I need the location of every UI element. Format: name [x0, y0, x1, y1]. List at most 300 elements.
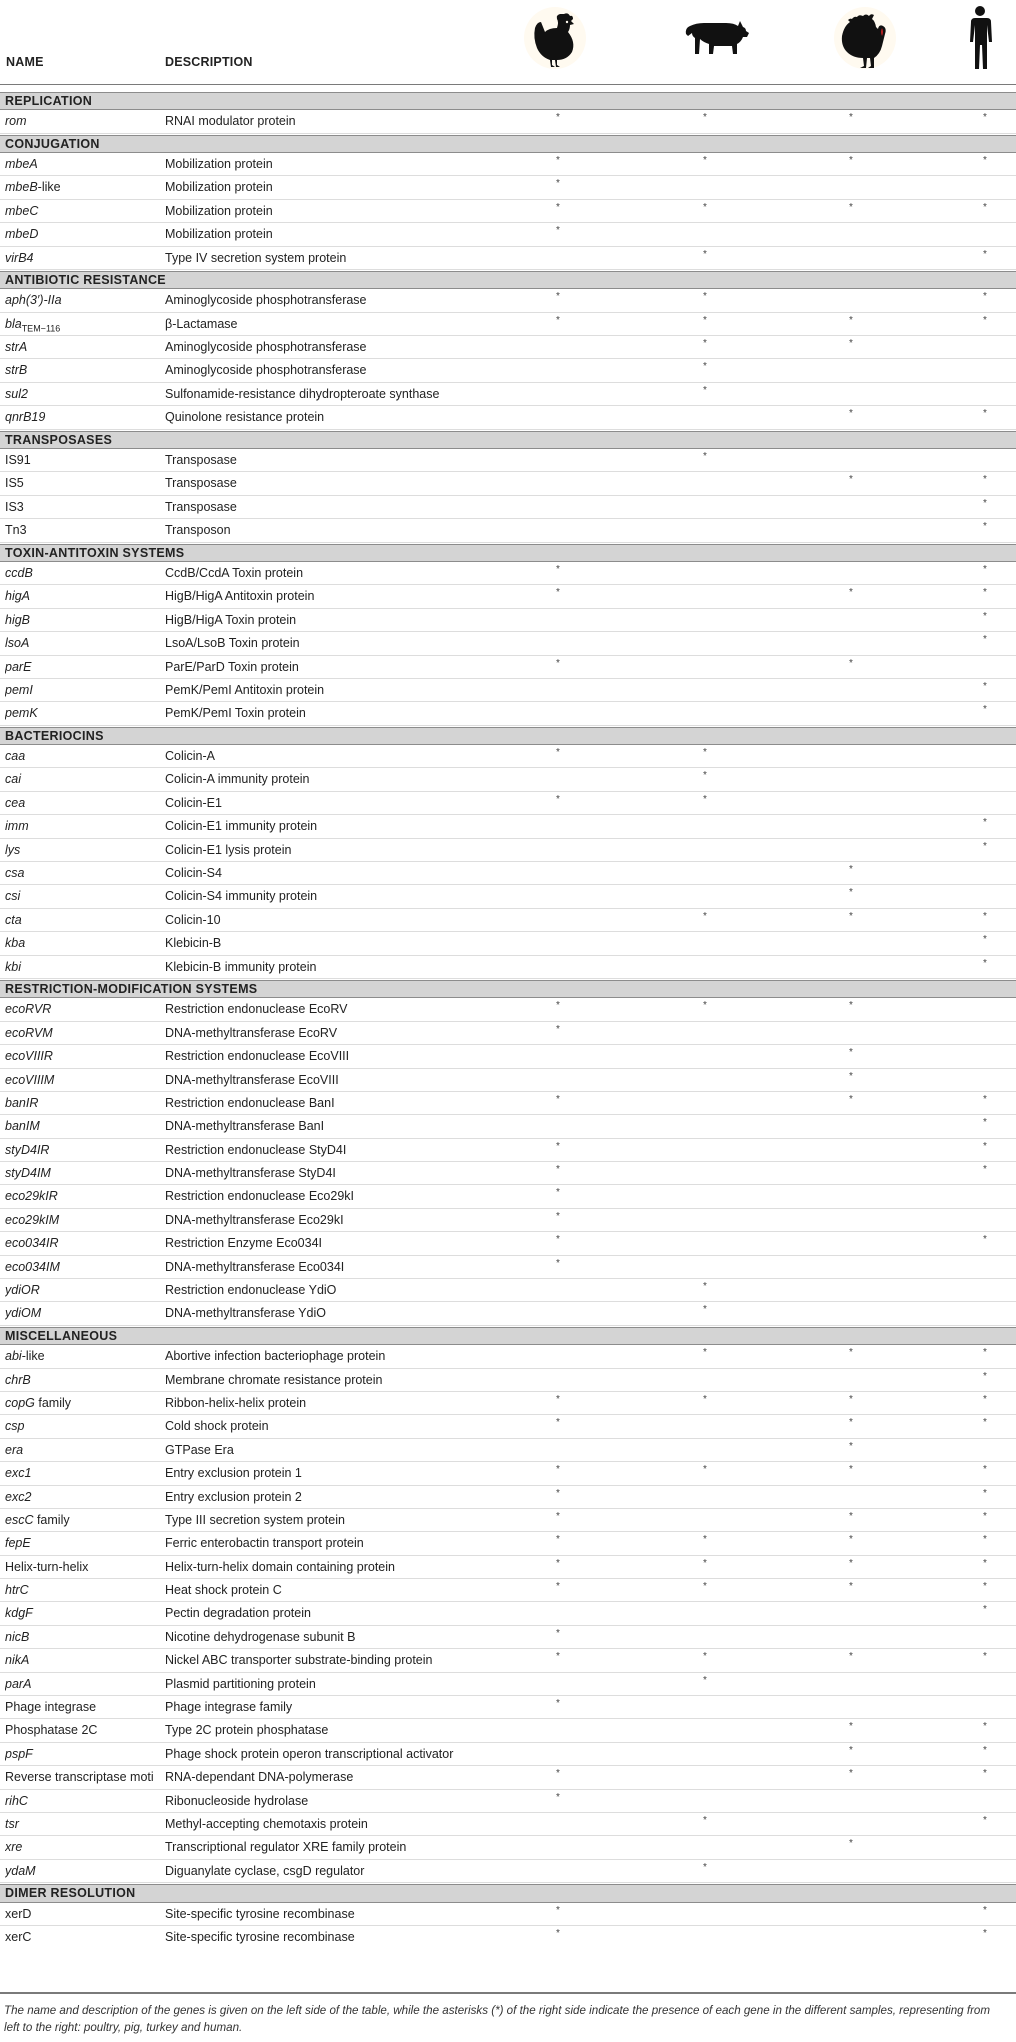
gene-symbol: kdgF [5, 1606, 33, 1621]
human-presence-marker: * [983, 112, 987, 124]
table-row [0, 1743, 1016, 1766]
gene-name [5, 1049, 160, 1063]
human-presence-marker: * [983, 704, 987, 716]
pig-presence-marker: * [703, 747, 707, 759]
human-presence-marker: * [983, 680, 987, 692]
section-title: CONJUGATION [5, 136, 100, 151]
gene-suffix: family [34, 1395, 72, 1410]
gene-description: Pectin degradation protein [165, 1606, 311, 1621]
chicken-icon [520, 4, 590, 72]
gene-description: Restriction Enzyme Eco034I [165, 1236, 323, 1251]
gene-description: CcdB/CcdA Toxin protein [165, 565, 304, 580]
gene-name [5, 1443, 160, 1457]
gene-symbol: nicB [5, 1629, 30, 1644]
table-row [0, 289, 1016, 312]
gene-name [5, 410, 160, 424]
human-presence-marker: * [983, 1164, 987, 1176]
gene-symbol: parE [5, 659, 32, 674]
gene-name [5, 227, 160, 241]
gene-name [5, 843, 160, 857]
gene-symbol: exc1 [5, 1466, 32, 1481]
human-presence-marker: * [983, 497, 987, 509]
gene-name [5, 1513, 160, 1527]
gene-name [5, 1747, 160, 1761]
table-row [0, 1903, 1016, 1926]
gene-name [5, 819, 160, 833]
section-title: RESTRICTION-MODIFICATION SYSTEMS [5, 982, 258, 997]
poultry-presence-marker: * [556, 1023, 560, 1035]
table-row [0, 496, 1016, 519]
gene-description: Transposon [165, 523, 231, 538]
gene-symbol: higB [5, 612, 31, 627]
poultry-presence-marker: * [556, 1651, 560, 1663]
table-row [0, 1162, 1016, 1185]
gene-symbol: bla [5, 316, 22, 331]
human-presence-marker: * [983, 1721, 987, 1733]
section-header [0, 431, 1016, 449]
pig-presence-marker: * [703, 384, 707, 396]
gene-description: Colicin-10 [165, 912, 221, 927]
gene-symbol: fepE [5, 1536, 31, 1551]
pig-presence-marker: * [703, 1281, 707, 1293]
human-presence-marker: * [983, 1744, 987, 1756]
table-row [0, 956, 1016, 979]
human-presence-marker: * [983, 1927, 987, 1939]
table-row [0, 1139, 1016, 1162]
gene-description: Membrane chromate resistance protein [165, 1372, 383, 1387]
gene-name [5, 1419, 160, 1433]
turkey-presence-marker: * [849, 201, 853, 213]
gene-symbol: ecoRVM [5, 1025, 53, 1040]
gene-description: Aminoglycoside phosphotransferase [165, 340, 367, 355]
gene-description: HigB/HigA Antitoxin protein [165, 589, 315, 604]
gene-name [5, 1143, 160, 1157]
table-row [0, 1486, 1016, 1509]
turkey-presence-marker: * [849, 1534, 853, 1546]
gene-symbol: banIM [5, 1119, 40, 1134]
description-column-header: DESCRIPTION [165, 55, 253, 69]
gene-description: Site-specific tyrosine recombinase [165, 1906, 355, 1921]
gene-name [5, 772, 160, 786]
gene-symbol: cta [5, 912, 22, 927]
gene-symbol: mbeA [5, 156, 38, 171]
turkey-presence-marker: * [849, 1768, 853, 1780]
turkey-presence-marker: * [849, 1440, 853, 1452]
turkey-presence-marker: * [849, 1464, 853, 1476]
gene-symbol: cai [5, 772, 21, 787]
pig-presence-marker: * [703, 1347, 707, 1359]
gene-name [5, 251, 160, 265]
gene-description: Mobilization protein [165, 227, 273, 242]
human-presence-marker: * [983, 1651, 987, 1663]
gene-symbol: ecoVIIIR [5, 1049, 53, 1064]
gene-symbol: ecoVIIIM [5, 1072, 55, 1087]
gene-description: Restriction endonuclease Eco29kI [165, 1189, 355, 1204]
turkey-presence-marker: * [849, 1838, 853, 1850]
gene-description: Transposase [165, 499, 237, 514]
gene-description: Cold shock protein [165, 1419, 269, 1434]
gene-symbol: strA [5, 340, 28, 355]
gene-name [5, 1189, 160, 1203]
table-row [0, 862, 1016, 885]
human-presence-marker: * [983, 474, 987, 486]
poultry-presence-marker: * [556, 1140, 560, 1152]
gene-description: Type IV secretion system protein [165, 250, 347, 265]
section-header [0, 980, 1016, 998]
poultry-presence-marker: * [556, 1627, 560, 1639]
gene-description: Ferric enterobactin transport protein [165, 1536, 364, 1551]
gene-description: Type III secretion system protein [165, 1512, 345, 1527]
gene-name [5, 1907, 160, 1921]
human-presence-marker: * [983, 1370, 987, 1382]
human-presence-marker: * [983, 314, 987, 326]
pig-presence-marker: * [703, 1814, 707, 1826]
pig-presence-marker: * [703, 1557, 707, 1569]
pig-presence-marker: * [703, 338, 707, 350]
gene-name [5, 1236, 160, 1250]
pig-presence-marker: * [703, 1581, 707, 1593]
gene-name [5, 340, 160, 354]
poultry-presence-marker: * [556, 225, 560, 237]
table-row [0, 449, 1016, 472]
gene-description: Entry exclusion protein 2 [165, 1489, 302, 1504]
pig-presence-marker: * [703, 1304, 707, 1316]
poultry-presence-marker: * [556, 314, 560, 326]
table-row [0, 745, 1016, 768]
gene-suffix: family [33, 1512, 70, 1527]
gene-symbol: xerC [5, 1929, 32, 1944]
gene-name [5, 1002, 160, 1016]
poultry-presence-marker: * [556, 1557, 560, 1569]
pig-presence-marker: * [703, 248, 707, 260]
gene-subscript: TEM−116 [21, 323, 61, 334]
gene-description: Transposase [165, 453, 237, 467]
table-row [0, 1836, 1016, 1859]
gene-description: Site-specific tyrosine recombinase [165, 1929, 355, 1944]
poultry-presence-marker: * [556, 1000, 560, 1012]
gene-symbol: xre [5, 1840, 23, 1855]
gene-description: Quinolone resistance protein [165, 410, 325, 425]
gene-name [5, 1840, 160, 1854]
table-row [0, 1673, 1016, 1696]
table-row [0, 1860, 1016, 1883]
table-row [0, 247, 1016, 270]
human-presence-marker: * [983, 408, 987, 420]
gene-name [5, 1817, 160, 1831]
table-row [0, 1092, 1016, 1115]
section-header [0, 135, 1016, 153]
table-row [0, 1813, 1016, 1836]
turkey-presence-marker: * [849, 587, 853, 599]
header-rule [0, 84, 1016, 85]
turkey-presence-marker: * [849, 1651, 853, 1663]
table-row [0, 313, 1016, 336]
table-row [0, 1439, 1016, 1462]
table-row [0, 1279, 1016, 1302]
gene-symbol: ydiOM [5, 1306, 42, 1321]
gene-description: Nicotine dehydrogenase subunit B [165, 1629, 356, 1644]
table-row [0, 1415, 1016, 1438]
pig-presence-marker: * [703, 1000, 707, 1012]
poultry-presence-marker: * [556, 1393, 560, 1405]
gene-description: Plasmid partitioning protein [165, 1676, 316, 1691]
gene-description: LsoA/LsoB Toxin protein [165, 636, 300, 651]
turkey-presence-marker: * [849, 474, 853, 486]
pig-presence-marker: * [703, 910, 707, 922]
gene-symbol: Helix-turn-helix [5, 1559, 89, 1574]
human-presence-marker: * [983, 291, 987, 303]
turkey-presence-marker: * [849, 1721, 853, 1733]
table-row [0, 359, 1016, 382]
gene-name [5, 749, 160, 763]
gene-description: Klebicin-B [165, 936, 222, 951]
poultry-presence-marker: * [556, 1768, 560, 1780]
gene-symbol: ecoRVR [5, 1002, 52, 1017]
human-presence-marker: * [983, 957, 987, 969]
gene-symbol: htrC [5, 1583, 29, 1598]
section-header [0, 271, 1016, 289]
gene-name [5, 1490, 160, 1504]
poultry-presence-marker: * [556, 563, 560, 575]
table-row [0, 998, 1016, 1021]
pig-presence-marker: * [703, 1464, 707, 1476]
turkey-presence-marker: * [849, 1070, 853, 1082]
gene-name [5, 1096, 160, 1110]
gene-symbol: escC [5, 1512, 34, 1527]
gene-symbol: copG [5, 1395, 35, 1410]
poultry-presence-marker: * [556, 291, 560, 303]
gene-name [5, 1026, 160, 1040]
gene-symbol: imm [5, 819, 29, 834]
human-presence-marker: * [983, 1347, 987, 1359]
gene-symbol: tsr [5, 1816, 19, 1831]
gene-description: Phage integrase family [165, 1700, 293, 1715]
poultry-presence-marker: * [556, 1698, 560, 1710]
turkey-presence-marker: * [849, 1093, 853, 1105]
gene-name [5, 1770, 160, 1784]
gene-description: Mobilization protein [165, 180, 273, 195]
turkey-icon [830, 4, 900, 72]
gene-symbol: IS91 [5, 453, 31, 467]
pig-presence-marker: * [703, 1393, 707, 1405]
gene-name [5, 476, 160, 490]
gene-description: DNA-methyltransferase YdiO [165, 1306, 326, 1321]
turkey-presence-marker: * [849, 1347, 853, 1359]
table-row [0, 585, 1016, 608]
poultry-presence-marker: * [556, 1581, 560, 1593]
gene-symbol: strB [5, 363, 28, 378]
section-title: TRANSPOSASES [5, 432, 113, 447]
gene-name [5, 317, 160, 334]
footer-rule [0, 1992, 1016, 1994]
gene-symbol: eco29kIR [5, 1189, 58, 1204]
gene-symbol: csi [5, 889, 21, 904]
human-presence-marker: * [983, 248, 987, 260]
gene-name [5, 1213, 160, 1227]
table-row [0, 909, 1016, 932]
gene-symbol: pspF [5, 1746, 33, 1761]
gene-symbol: pemI [5, 682, 33, 697]
gene-description: DNA-methyltransferase Eco034I [165, 1259, 345, 1274]
table-row [0, 110, 1016, 133]
gene-symbol: nikA [5, 1653, 30, 1668]
turkey-presence-marker: * [849, 154, 853, 166]
table-row [0, 1532, 1016, 1555]
poultry-presence-marker: * [556, 1234, 560, 1246]
table-row [0, 1462, 1016, 1485]
name-column-header: NAME [6, 55, 44, 69]
gene-description: Abortive infection bacteriophage protein [165, 1349, 386, 1364]
table-row [0, 1345, 1016, 1368]
human-presence-marker: * [983, 610, 987, 622]
turkey-presence-marker: * [849, 657, 853, 669]
gene-description: Entry exclusion protein 1 [165, 1466, 302, 1481]
table-row [0, 885, 1016, 908]
human-icon [960, 4, 1000, 72]
turkey-presence-marker: * [849, 1393, 853, 1405]
gene-name [5, 1396, 160, 1410]
gene-description: Klebicin-B immunity protein [165, 959, 317, 974]
section-header [0, 544, 1016, 562]
human-presence-marker: * [983, 817, 987, 829]
gene-name [5, 889, 160, 903]
gene-symbol: kba [5, 936, 26, 951]
gene-name [5, 589, 160, 603]
gene-symbol: parA [5, 1676, 32, 1691]
gene-description: Colicin-S4 [165, 866, 222, 880]
gene-symbol: Phage integrase [5, 1700, 97, 1715]
table-row [0, 1790, 1016, 1813]
gene-symbol: caa [5, 749, 26, 764]
pig-presence-marker: * [703, 451, 707, 462]
gene-name [5, 636, 160, 650]
poultry-presence-marker: * [556, 1093, 560, 1105]
poultry-presence-marker: * [556, 1487, 560, 1499]
gene-name [5, 1373, 160, 1387]
pig-presence-marker: * [703, 1534, 707, 1546]
table-row [0, 1302, 1016, 1325]
poultry-presence-marker: * [556, 1210, 560, 1222]
section-title: BACTERIOCINS [5, 728, 104, 743]
gene-name [5, 613, 160, 627]
table-row [0, 839, 1016, 862]
human-presence-marker: * [983, 1487, 987, 1499]
gene-symbol: Tn3 [5, 523, 27, 538]
gene-name [5, 660, 160, 674]
section-title: TOXIN-ANTITOXIN SYSTEMS [5, 545, 185, 560]
turkey-presence-marker: * [849, 1510, 853, 1522]
table-row [0, 1022, 1016, 1045]
human-presence-marker: * [983, 563, 987, 575]
gene-symbol: virB4 [5, 250, 34, 265]
pig-presence-marker: * [703, 112, 707, 124]
gene-description: Colicin-E1 [165, 795, 222, 810]
gene-symbol: cea [5, 795, 26, 810]
gene-description: Nickel ABC transporter substrate-binding protein [165, 1653, 433, 1668]
human-presence-marker: * [983, 154, 987, 166]
poultry-presence-marker: * [556, 1417, 560, 1429]
gene-symbol: Reverse transcriptase moti [5, 1770, 154, 1785]
turkey-presence-marker: * [849, 338, 853, 350]
gene-name [5, 1119, 160, 1133]
gene-name [5, 1466, 160, 1480]
gene-description: Transposase [165, 476, 237, 491]
poultry-presence-marker: * [556, 1464, 560, 1476]
human-presence-marker: * [983, 1557, 987, 1569]
section-title: REPLICATION [5, 94, 93, 108]
turkey-presence-marker: * [849, 1557, 853, 1569]
table-row [0, 1626, 1016, 1649]
human-presence-marker: * [983, 1117, 987, 1129]
turkey-presence-marker: * [849, 408, 853, 420]
pig-presence-marker: * [703, 154, 707, 166]
table-caption: The name and description of the genes is given on the left side of the table, while the asterisks (*) of the right side indicate the presence of each gene in the different samples, representing from left to the right: poultry, pig, turkey and human. [4, 2004, 991, 2034]
human-presence-marker: * [983, 1581, 987, 1593]
turkey-presence-marker: * [849, 1581, 853, 1593]
poultry-presence-marker: * [556, 1510, 560, 1522]
gene-name [5, 1349, 160, 1363]
gene-description: Heat shock protein C [165, 1583, 282, 1598]
gene-name [5, 1536, 160, 1550]
gene-symbol: csa [5, 866, 25, 880]
section-header [0, 1884, 1016, 1902]
poultry-presence-marker: * [556, 1187, 560, 1199]
gene-name [5, 706, 160, 720]
gene-description: Aminoglycoside phosphotransferase [165, 363, 367, 378]
pig-presence-marker: * [703, 793, 707, 805]
gene-symbol: csp [5, 1419, 25, 1434]
gene-symbol: exc2 [5, 1489, 32, 1504]
gene-description: Phage shock protein operon transcriptional activator [165, 1746, 454, 1761]
gene-name [5, 1653, 160, 1667]
human-presence-marker: * [983, 1534, 987, 1546]
table-row [0, 1602, 1016, 1625]
turkey-presence-marker: * [849, 1000, 853, 1012]
table-row [0, 1369, 1016, 1392]
gene-name [5, 1073, 160, 1087]
poultry-presence-marker: * [556, 201, 560, 213]
poultry-presence-marker: * [556, 1927, 560, 1939]
turkey-presence-marker: * [849, 864, 853, 875]
human-presence-marker: * [983, 1464, 987, 1476]
table-row [0, 472, 1016, 495]
gene-symbol: rom [5, 114, 27, 129]
gene-name [5, 293, 160, 307]
table-row [0, 176, 1016, 199]
pig-presence-marker: * [703, 361, 707, 373]
gene-description: Type 2C protein phosphatase [165, 1723, 329, 1738]
table-row [0, 519, 1016, 542]
pig-presence-marker: * [703, 770, 707, 782]
gene-description: Sulfonamide-resistance dihydropteroate synthase [165, 386, 440, 401]
human-presence-marker: * [983, 1140, 987, 1152]
gene-description: Restriction endonuclease EcoRV [165, 1002, 348, 1017]
turkey-presence-marker: * [849, 1744, 853, 1756]
gene-name [5, 936, 160, 950]
gene-symbol: Phosphatase 2C [5, 1723, 98, 1738]
gene-description: DNA-methyltransferase Eco29kI [165, 1212, 344, 1227]
gene-symbol: IS5 [5, 476, 24, 491]
gene-symbol: mbeC [5, 203, 39, 218]
table-row [0, 1579, 1016, 1602]
gene-name [5, 1723, 160, 1737]
poultry-presence-marker: * [556, 747, 560, 759]
table-row [0, 406, 1016, 429]
gene-description: HigB/HigA Toxin protein [165, 612, 297, 627]
table-row [0, 768, 1016, 791]
gene-name [5, 913, 160, 927]
gene-symbol: xerD [5, 1906, 32, 1921]
